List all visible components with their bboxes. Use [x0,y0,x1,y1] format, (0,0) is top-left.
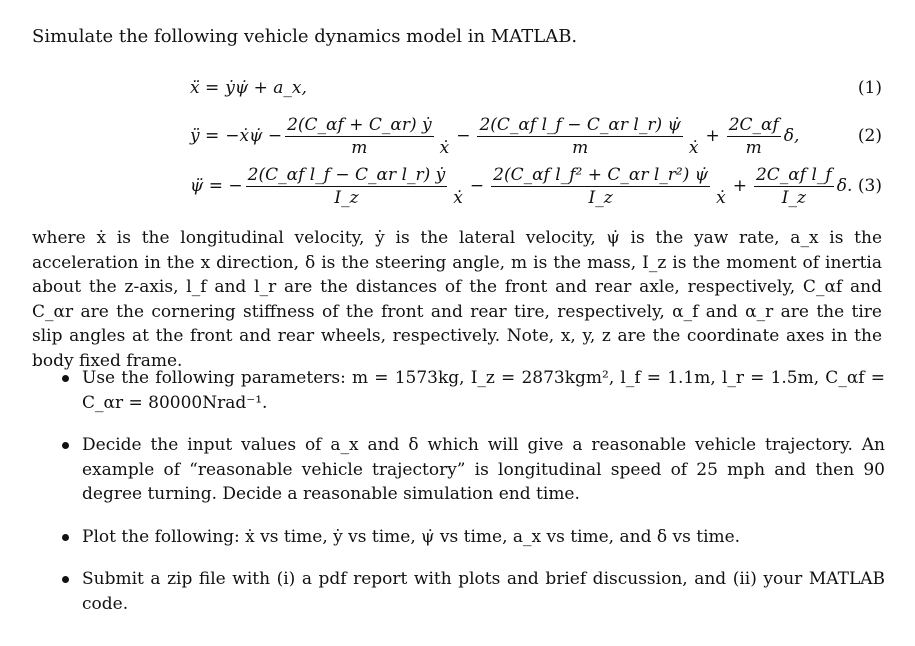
eq3-f3-numerator: 2(C_αf l_f² + C_αr l_r²) ψ̇ [493,164,709,185]
eq2-f1-numerator: 2(C_αf + C_αr) ẏ [287,114,432,135]
eq3-fraction-1 [246,165,448,208]
eq1-rhs: ẏψ̇ + a_x, [225,78,307,98]
eq2-number: (2) [857,126,882,146]
eq2-f3-denominator: m [572,137,589,158]
eq3-op2: + [732,176,747,196]
task-item-parameters [60,366,885,415]
bullet-dot [62,375,69,382]
eq2-op2: + [705,126,720,146]
eq2-fraction-4 [689,115,699,158]
intro-sentence: Simulate the following vehicle dynamics model in MATLAB. [32,26,578,47]
bullet-dot [62,442,69,449]
task-item-inputs [60,433,885,507]
eq2-op1: − [456,126,471,146]
eq2-fraction-3 [477,115,682,158]
bullet-dot [62,534,69,541]
variable-description: where ẋ is the longitudinal velocity, ẏ is the lateral velocity, ψ̇ is the yaw rate, a_x is the acceleration in the x direction, δ is the steering angle, m is the mass, I_z is the moment of inertia about the z-axis, l_f and l_r are the distances of the front and rear axle, respectively, C_αf and C_αr are the cornering stiffness of the front and rear tire, respectively, α_f and α_r are the tire slip angles at the front and rear wheels, respectively. Note, x, y, z are the coordinate axes in the body fixed frame. [32,228,882,371]
eq3-tail: δ. [836,176,853,196]
eq2-f5-numerator: 2C_αf [728,114,779,135]
equation-1 [190,66,890,110]
eq2-f2-denominator: ẋ [439,137,450,158]
equation-2 [190,114,890,158]
eq3-f5-numerator: 2C_αf l_f [755,164,832,185]
eq2-fraction-1 [285,115,434,158]
eq2-lhs: ÿ = [190,126,220,146]
eq3-f1-denominator: I_z [334,187,359,208]
eq3-f4-denominator: ẋ [716,187,726,208]
task-text: Submit a zip file with (i) a pdf report with plots and brief discussion, and (ii) your MATLAB code. [82,569,885,614]
eq2-tail: δ, [783,126,800,146]
eq3-fraction-2 [453,165,463,208]
task-text: Decide the input values of a_x and δ which will give a reasonable vehicle trajectory. An example of “reasonable vehicle trajectory” is longitudinal speed of 25 mph and then 90 degree turning. Decide a reasonable simulation end time. [82,435,885,504]
equation-block [190,66,890,216]
eq3-fraction-4 [716,165,726,208]
task-list [60,366,885,634]
eq2-fraction-5 [727,115,781,158]
eq3-f1-numerator: 2(C_αf l_f − C_αr l_r) ẏ [247,164,446,185]
eq1-number: (1) [857,78,882,98]
task-item-submit [60,567,885,616]
eq3-op1: − [469,176,485,196]
eq3-f5-denominator: I_z [781,187,806,208]
eq3-fraction-3 [491,165,710,208]
eq2-fraction-2 [440,115,450,158]
task-item-plots [60,525,885,550]
task-text: Plot the following: ẋ vs time, ẏ vs time, ψ̇ vs time, a_x vs time, and δ vs time. [82,526,741,547]
eq2-f4-denominator: ẋ [688,137,699,158]
eq2-f1-denominator: m [351,137,368,158]
eq3-number: (3) [857,176,882,196]
task-text: Use the following parameters: m = 1573kg, I_z = 2873kgm², l_f = 1.1m, l_r = 1.5m, C_αf = C_αr = 80000Nrad⁻¹. [82,368,885,413]
eq3-f2-denominator: ẋ [453,187,463,208]
eq1-lhs: ẍ = [190,78,220,98]
bullet-dot [62,576,69,583]
eq2-term1: −ẋψ̇ − [225,126,283,146]
eq2-f5-denominator: m [745,137,762,158]
equation-3 [190,164,890,208]
eq3-lhs: ψ̈ = − [190,176,243,196]
eq3-fraction-5 [754,165,834,208]
eq2-f3-numerator: 2(C_αf l_f − C_αr l_r) ψ̇ [479,114,681,135]
eq3-f3-denominator: I_z [588,187,613,208]
